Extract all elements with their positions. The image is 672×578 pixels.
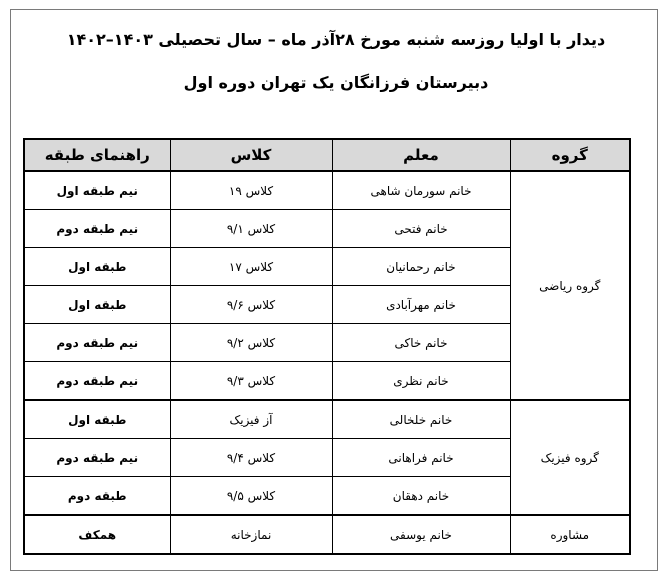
header-guide: راهنمای طبقه bbox=[24, 139, 170, 171]
class-cell: کلاس ۱۷ bbox=[170, 248, 332, 286]
class-cell: کلاس ۹/۵ bbox=[170, 477, 332, 516]
class-cell: کلاس ۹/۶ bbox=[170, 286, 332, 324]
teacher-cell: خانم رحمانیان bbox=[332, 248, 510, 286]
guide-cell: طبقه دوم bbox=[24, 477, 170, 516]
schedule-table bbox=[23, 138, 631, 555]
guide-cell: همکف bbox=[24, 515, 170, 554]
header-class: کلاس bbox=[170, 139, 332, 171]
guide-cell: طبقه اول bbox=[24, 248, 170, 286]
class-cell: کلاس ۹/۲ bbox=[170, 324, 332, 362]
guide-cell: نیم طبقه دوم bbox=[24, 324, 170, 362]
guide-cell: طبقه اول bbox=[24, 286, 170, 324]
guide-cell: نیم طبقه دوم bbox=[24, 362, 170, 401]
group-cell: گروه فیزیک bbox=[510, 400, 630, 515]
document-title: دیدار با اولیا روزسه شنبه مورخ ۲۸آذر ماه – سال تحصیلی ۱۴۰۳–۱۴۰۲ bbox=[66, 30, 606, 49]
class-cell: آز فیزیک bbox=[170, 400, 332, 439]
header-group: گروه bbox=[510, 139, 630, 171]
teacher-cell: خانم فتحی bbox=[332, 210, 510, 248]
teacher-cell: خانم مهرآبادی bbox=[332, 286, 510, 324]
table-row bbox=[24, 515, 630, 554]
teacher-cell: خانم سورمان شاهی bbox=[332, 171, 510, 210]
table-row bbox=[24, 400, 630, 439]
teacher-cell: خانم نظری bbox=[332, 362, 510, 401]
guide-cell: نیم طبقه دوم bbox=[24, 439, 170, 477]
class-cell: کلاس ۹/۳ bbox=[170, 362, 332, 401]
guide-cell: نیم طبقه دوم bbox=[24, 210, 170, 248]
class-cell: کلاس ۱۹ bbox=[170, 171, 332, 210]
teacher-cell: خانم خاکی bbox=[332, 324, 510, 362]
class-cell: نمازخانه bbox=[170, 515, 332, 554]
class-cell: کلاس ۹/۴ bbox=[170, 439, 332, 477]
class-cell: کلاس ۹/۱ bbox=[170, 210, 332, 248]
group-cell: مشاوره bbox=[510, 515, 630, 554]
group-cell: گروه ریاضی bbox=[510, 171, 630, 400]
table-row bbox=[24, 171, 630, 210]
teacher-cell: خانم فراهانی bbox=[332, 439, 510, 477]
teacher-cell: خانم یوسفی bbox=[332, 515, 510, 554]
guide-cell: طبقه اول bbox=[24, 400, 170, 439]
guide-cell: نیم طبقه اول bbox=[24, 171, 170, 210]
teacher-cell: خانم دهقان bbox=[332, 477, 510, 516]
table-header-row bbox=[24, 139, 630, 171]
teacher-cell: خانم خلخالی bbox=[332, 400, 510, 439]
school-name: دبیرستان فرزانگان یک تهران دوره اول bbox=[183, 73, 489, 92]
header-teacher: معلم bbox=[332, 139, 510, 171]
